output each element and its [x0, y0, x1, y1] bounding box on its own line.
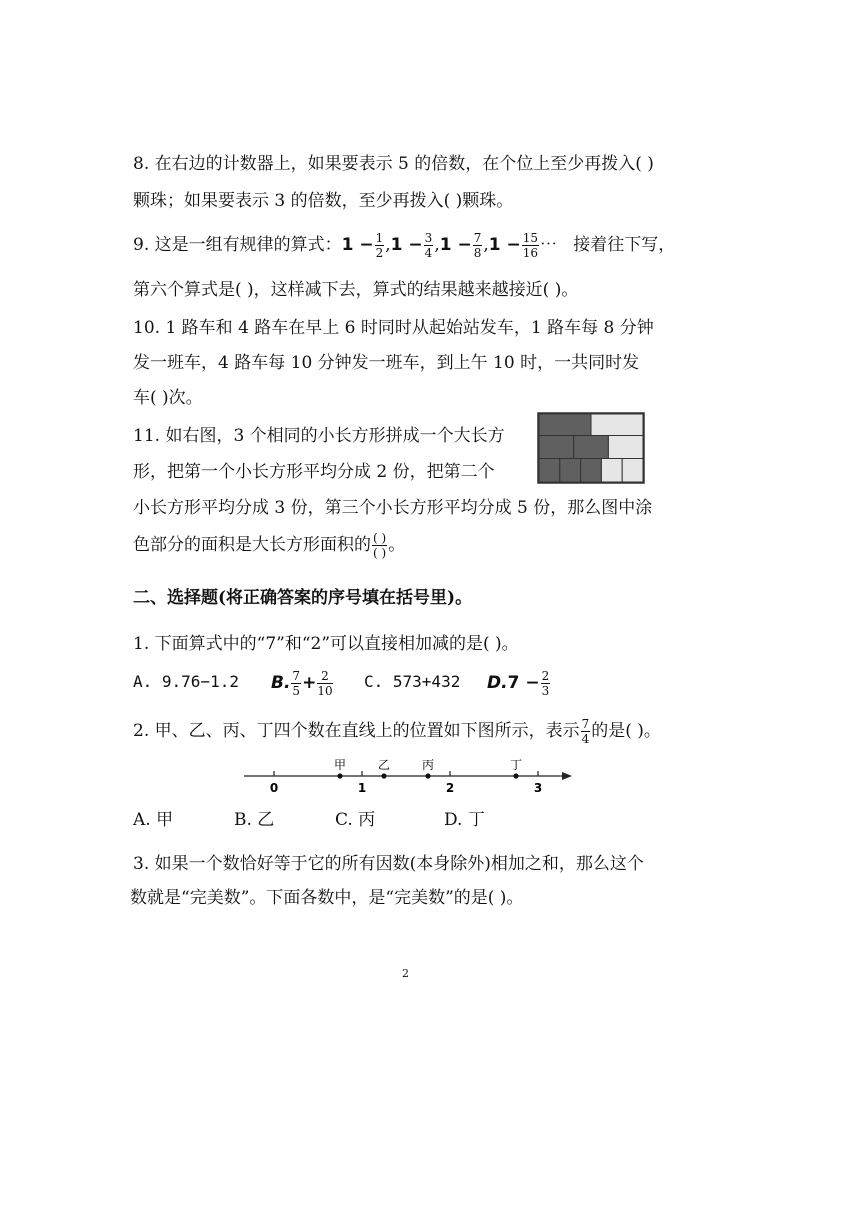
q9-line-1: 9. 这是一组有规律的算式：1 − $\frac{1}{2}$ ,1 − $\frac{3}{4}$ ,1 − $\frac{7}{8}$ ,1 − $\frac{15}{16}$ ⋯ 接着往下写，: [133, 231, 676, 260]
mc2-option-c: C. 丙: [335, 810, 376, 830]
row3-part-light: [622, 459, 643, 483]
q9-fraction-1: $\frac{1}{2}$: [375, 231, 384, 260]
row3-part-shaded: [581, 459, 602, 483]
q9-intro: 9. 这是一组有规律的算式：: [133, 235, 342, 255]
row3-part-shaded: [539, 459, 560, 483]
point-label-2: 乙: [377, 758, 391, 772]
number-line-arrow: [562, 772, 572, 780]
tick-label-0: 0: [269, 781, 279, 795]
row2-part-light: [608, 436, 643, 459]
row3-part-shaded: [560, 459, 581, 483]
q11-line-3: 小长方形平均分成 3 份，第三个小长方形平均分成 5 份，那么图中涂: [133, 498, 653, 518]
q11-line-1: 11. 如右图，3 个相同的小长方形拼成一个大长方: [133, 426, 505, 446]
row1-part-light: [591, 414, 643, 436]
row3-part-light: [601, 459, 622, 483]
q9-tail: 接着往下写，: [573, 235, 676, 255]
point-label-3: 丙: [421, 758, 435, 772]
tick-label-1: 1: [357, 781, 367, 795]
mc2-option-b: B. 乙: [234, 810, 275, 830]
row2-part-shaded: [539, 436, 574, 459]
q11-rectangle-figure: [537, 412, 645, 484]
q9-fraction-2: $\frac{3}{4}$: [424, 231, 433, 260]
mc1-question: 1. 下面算式中的“7”和“2”可以直接相加减的是( )。: [133, 634, 519, 654]
row2-part-shaded: [574, 436, 609, 459]
q11-line-4: 色部分的面积是大长方形面积的 $\frac{( )}{( )}$ 。: [133, 531, 406, 560]
mc2-option-a: A. 甲: [133, 810, 174, 830]
q8-line-2: 颗珠；如果要表示 3 的倍数，至少再拨入( )颗珠。: [133, 191, 514, 211]
q8-line-1: 8. 在右边的计数器上，如果要表示 5 的倍数，在个位上至少再拨入( ): [133, 154, 654, 174]
q11-line-2: 形，把第一个小长方形平均分成 2 份，把第二个: [133, 462, 495, 482]
mc1-option-c: C. 573+432: [364, 672, 461, 691]
tick-label-2: 2: [445, 781, 455, 795]
mc2-option-d: D. 丁: [444, 810, 485, 830]
mc2-fraction: $\frac{7}{4}$: [581, 717, 590, 746]
point-1: [337, 773, 342, 778]
number-line: [238, 752, 578, 798]
mc1-option-a: A. 9.76−1.2: [133, 672, 239, 691]
row1-part-shaded: [539, 414, 591, 436]
mc1-option-d: D.7 − $\frac{2}{3}$: [487, 669, 550, 698]
point-2: [381, 773, 386, 778]
tick-label-3: 3: [533, 781, 543, 795]
mc3-line-1: 3. 如果一个数恰好等于它的所有因数(本身除外)相加之和，那么这个: [133, 854, 644, 874]
section-2-title: 二、选择题(将正确答案的序号填在括号里)。: [133, 588, 473, 608]
mc2-question: 2. 甲、乙、丙、丁四个数在直线上的位置如下图所示，表示 $\frac{7}{4}$ 的是( )。: [133, 717, 661, 746]
mc1-option-b: B. $\frac{7}{5}$ + $\frac{2}{10}$: [271, 669, 333, 698]
q11-answer-fraction: $\frac{( )}{( )}$: [373, 531, 387, 560]
q9-fraction-3: $\frac{7}{8}$: [473, 231, 482, 260]
mc3-line-2: 数就是“完美数”。下面各数中，是“完美数”的是( )。: [130, 888, 524, 908]
q10-line-2: 发一班车，4 路车每 10 分钟发一班车，到上午 10 时，一共同时发: [133, 353, 640, 373]
q9-fraction-4: $\frac{15}{16}$: [522, 231, 539, 260]
point-3: [425, 773, 430, 778]
point-label-1: 甲: [333, 758, 347, 772]
point-label-4: 丁: [509, 758, 523, 772]
point-4: [513, 773, 518, 778]
q10-line-1: 10. 1 路车和 4 路车在早上 6 时同时从起始站发车，1 路车每 8 分钟: [133, 318, 654, 338]
q9-line-2: 第六个算式是( )，这样减下去，算式的结果越来越接近( )。: [133, 280, 579, 300]
page-number: 2: [402, 967, 409, 980]
q10-line-3: 车( )次。: [133, 388, 203, 408]
